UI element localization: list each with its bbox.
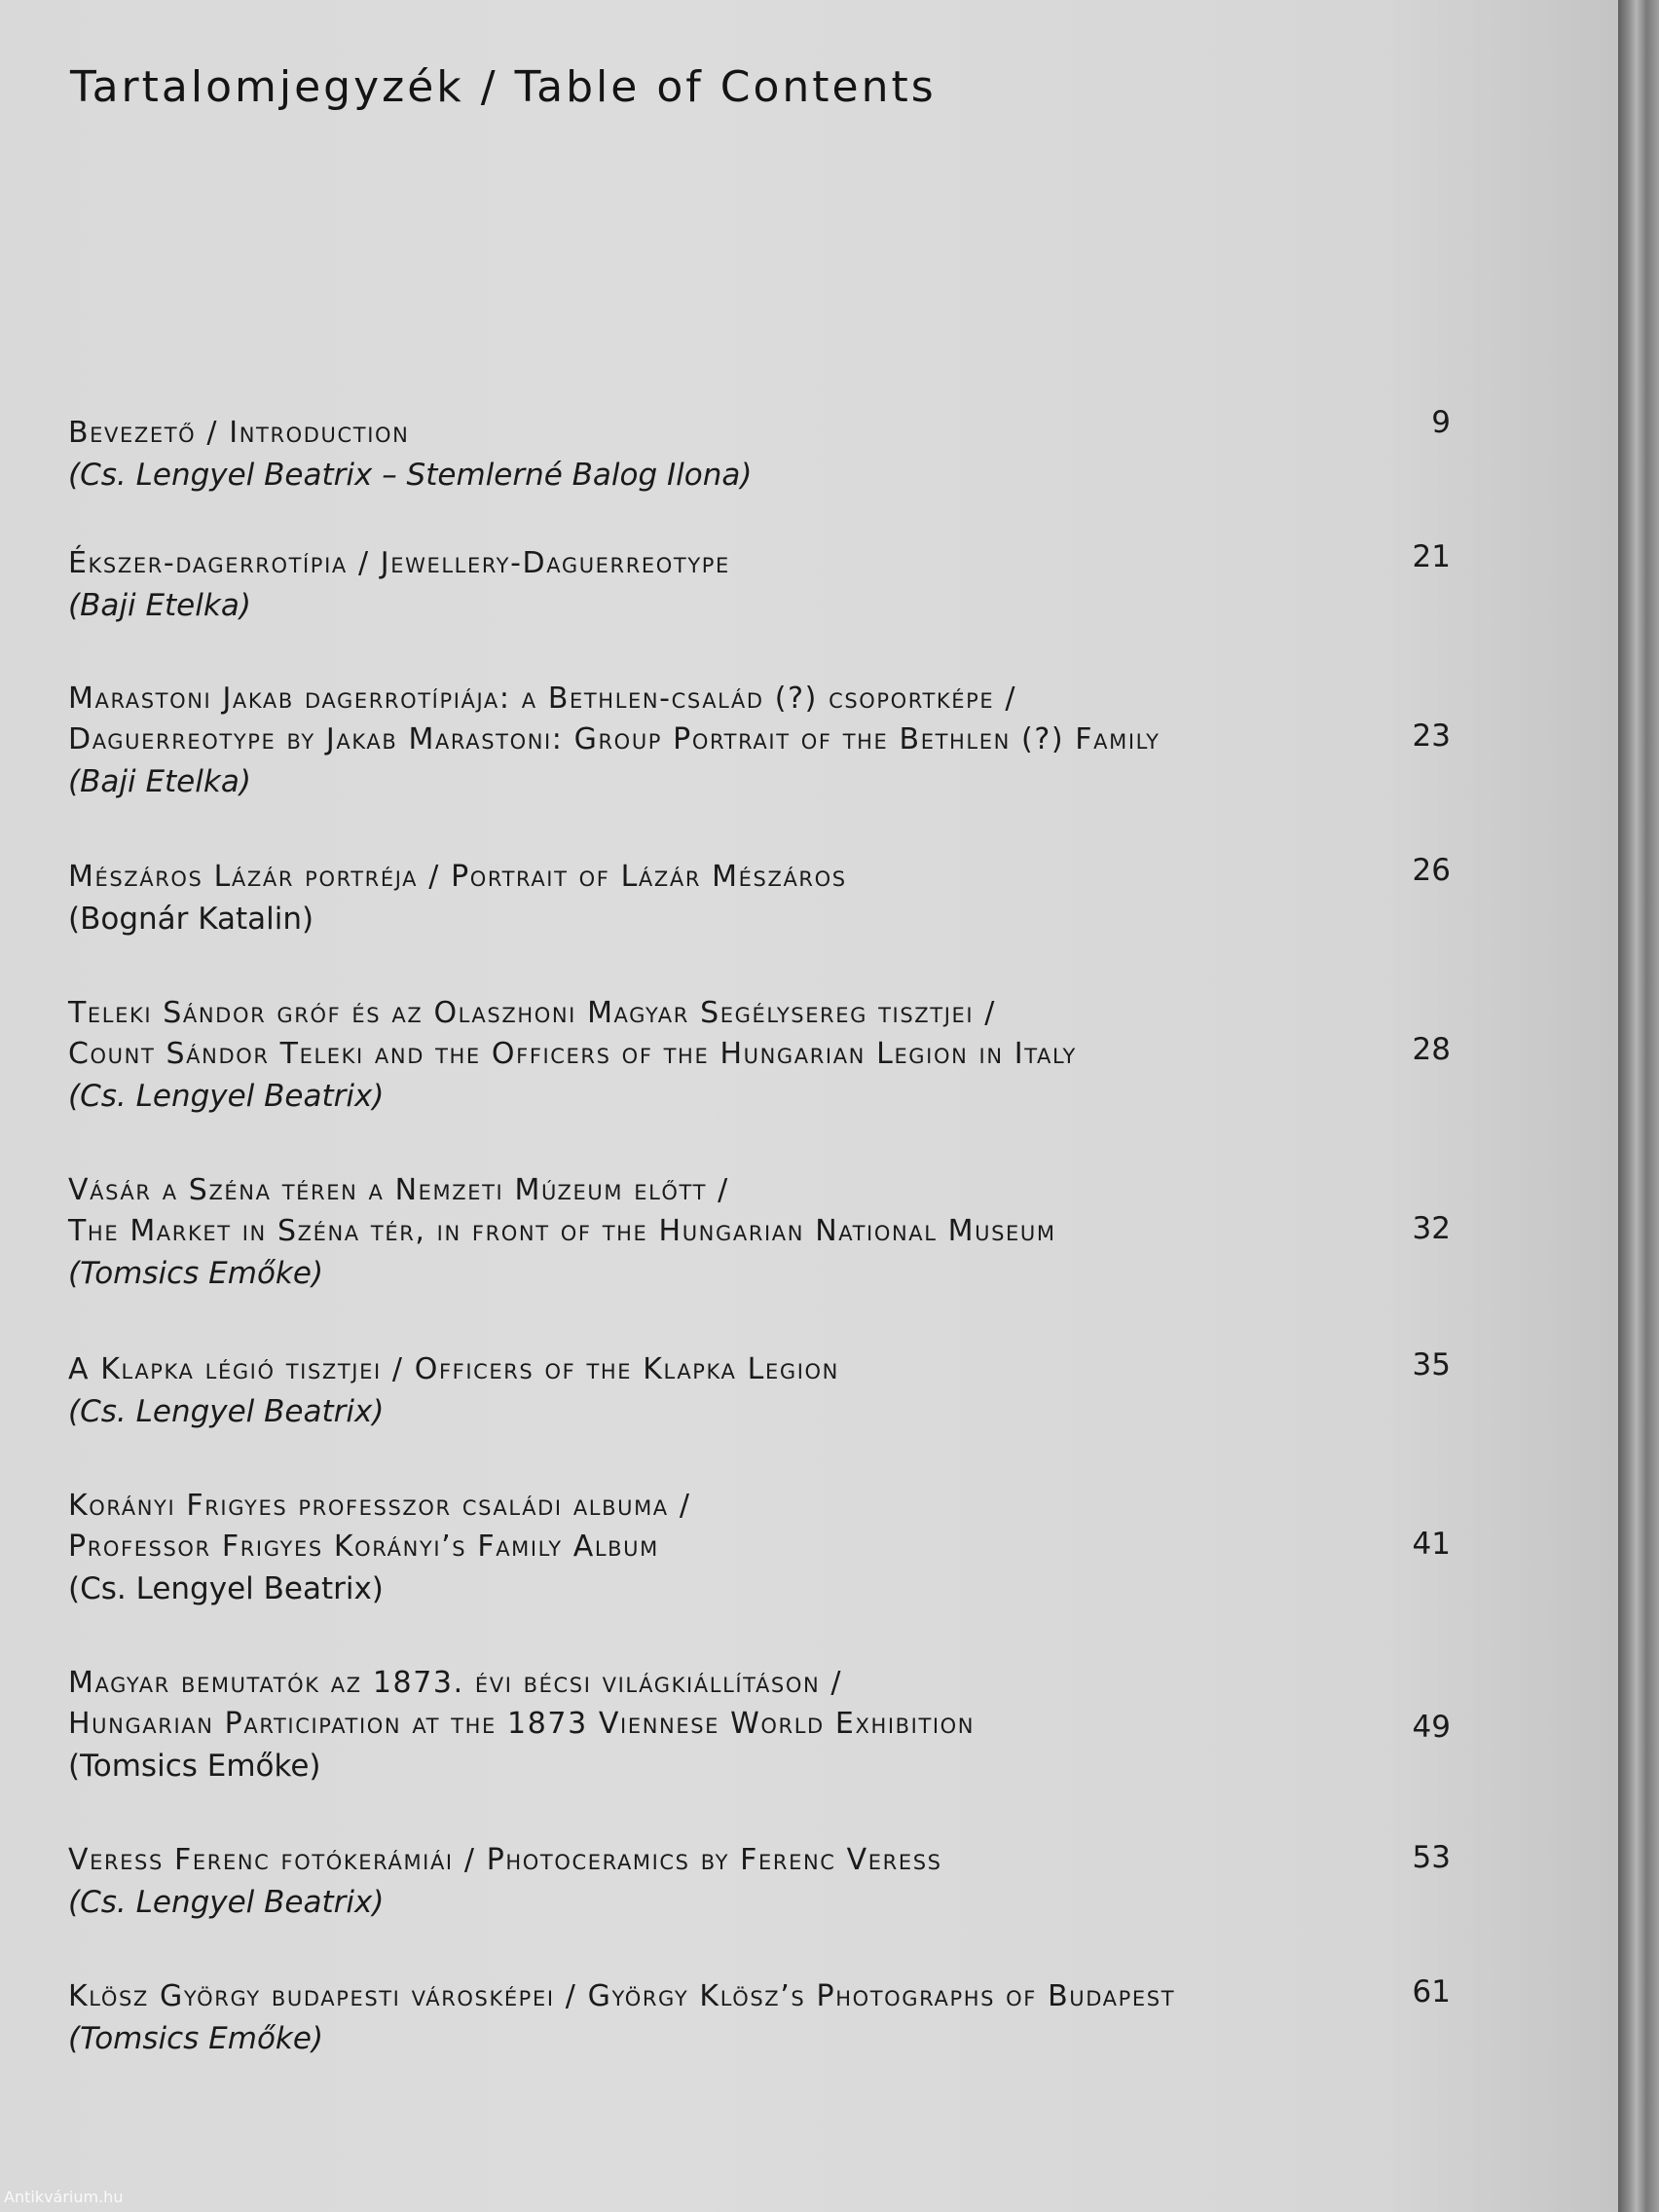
entry-author: (Cs. Lengyel Beatrix): [68, 1394, 385, 1429]
entry-author: (Bognár Katalin): [68, 902, 314, 937]
entry-title-line: Teleki Sándor gróf és az Olaszhoni Magyar Segélysereg tisztjei /: [68, 996, 996, 1030]
entry-author: (Cs. Lengyel Beatrix – Stemlerné Balog Ilona): [68, 458, 753, 493]
book-spine-edge: [1618, 0, 1659, 2212]
entry-title-line: Mészáros Lázár portréja / Portrait of Lázár Mészáros: [68, 860, 847, 894]
toc-entry: [68, 1976, 1451, 2060]
page-number: 28: [1412, 1032, 1451, 1067]
toc-entry: [68, 1486, 1451, 1610]
entry-author: (Tomsics Emőke): [68, 1749, 321, 1784]
entry-title-line: Bevezető / Introduction: [68, 416, 410, 450]
entry-author: (Cs. Lengyel Beatrix): [68, 1079, 385, 1114]
entry-title-line: Klösz György budapesti városképei / György Klösz’s Photographs of Budapest: [68, 1979, 1176, 2013]
entry-title-line: Daguerreotype by Jakab Marastoni: Group Portrait of the Bethlen (?) Family: [68, 722, 1161, 756]
toc-entry: [68, 1349, 1451, 1433]
toc-entry: [68, 543, 1451, 627]
entry-title-line: Professor Frigyes Korányi’s Family Album: [68, 1530, 659, 1564]
entry-author: (Baji Etelka): [68, 764, 251, 799]
entry-title-line: Count Sándor Teleki and the Officers of the Hungarian Legion in Italy: [68, 1037, 1077, 1071]
entry-author: (Cs. Lengyel Beatrix): [68, 1885, 385, 1920]
watermark: Antikvárium.hu: [4, 2188, 124, 2206]
page-number: 35: [1412, 1347, 1451, 1382]
toc-entry: [68, 413, 1451, 497]
page-number: 41: [1412, 1527, 1451, 1562]
page-number: 9: [1431, 405, 1451, 440]
page-number: 53: [1412, 1840, 1451, 1875]
toc-entry: [68, 1663, 1451, 1788]
toc-entry: [68, 679, 1451, 803]
entry-title-line: Korányi Frigyes professzor családi albuma /: [68, 1489, 691, 1523]
entry-title-line: A Klapka légió tisztjei / Officers of the Klapka Legion: [68, 1352, 839, 1386]
entry-title-line: The Market in Széna tér, in front of the Hungarian National Museum: [68, 1214, 1056, 1248]
toc-entry: [68, 993, 1451, 1118]
toc-entry: [68, 1840, 1451, 1924]
toc-entry: [68, 857, 1451, 940]
entry-title-line: Marastoni Jakab dagerrotípiája: a Bethlen-család (?) csoportképe /: [68, 682, 1017, 716]
page-title: Tartalomjegyzék / Table of Contents: [70, 62, 937, 112]
page-number: 21: [1412, 539, 1451, 574]
entry-author: (Tomsics Emőke): [68, 1256, 324, 1291]
entry-title-line: Hungarian Participation at the 1873 Viennese World Exhibition: [68, 1707, 976, 1741]
page-number: 23: [1412, 719, 1451, 754]
entry-title-line: Vásár a Széna téren a Nemzeti Múzeum előtt /: [68, 1173, 729, 1207]
page-number: 26: [1412, 853, 1451, 888]
entry-author: (Cs. Lengyel Beatrix): [68, 1571, 384, 1606]
toc-entry: [68, 1170, 1451, 1295]
entry-title-line: Veress Ferenc fotókerámiái / Photoceramics by Ferenc Veress: [68, 1843, 942, 1877]
entry-author: (Baji Etelka): [68, 588, 251, 623]
page-number: 49: [1412, 1710, 1451, 1745]
page-number: 32: [1412, 1211, 1451, 1246]
page-number: 61: [1412, 1974, 1451, 2009]
entry-title-line: Magyar bemutatók az 1873. évi bécsi világkiállításon /: [68, 1666, 843, 1700]
entry-author: (Tomsics Emőke): [68, 2021, 324, 2056]
entry-title-line: Ékszer-dagerrotípia / Jewellery-Daguerreotype: [68, 546, 730, 580]
